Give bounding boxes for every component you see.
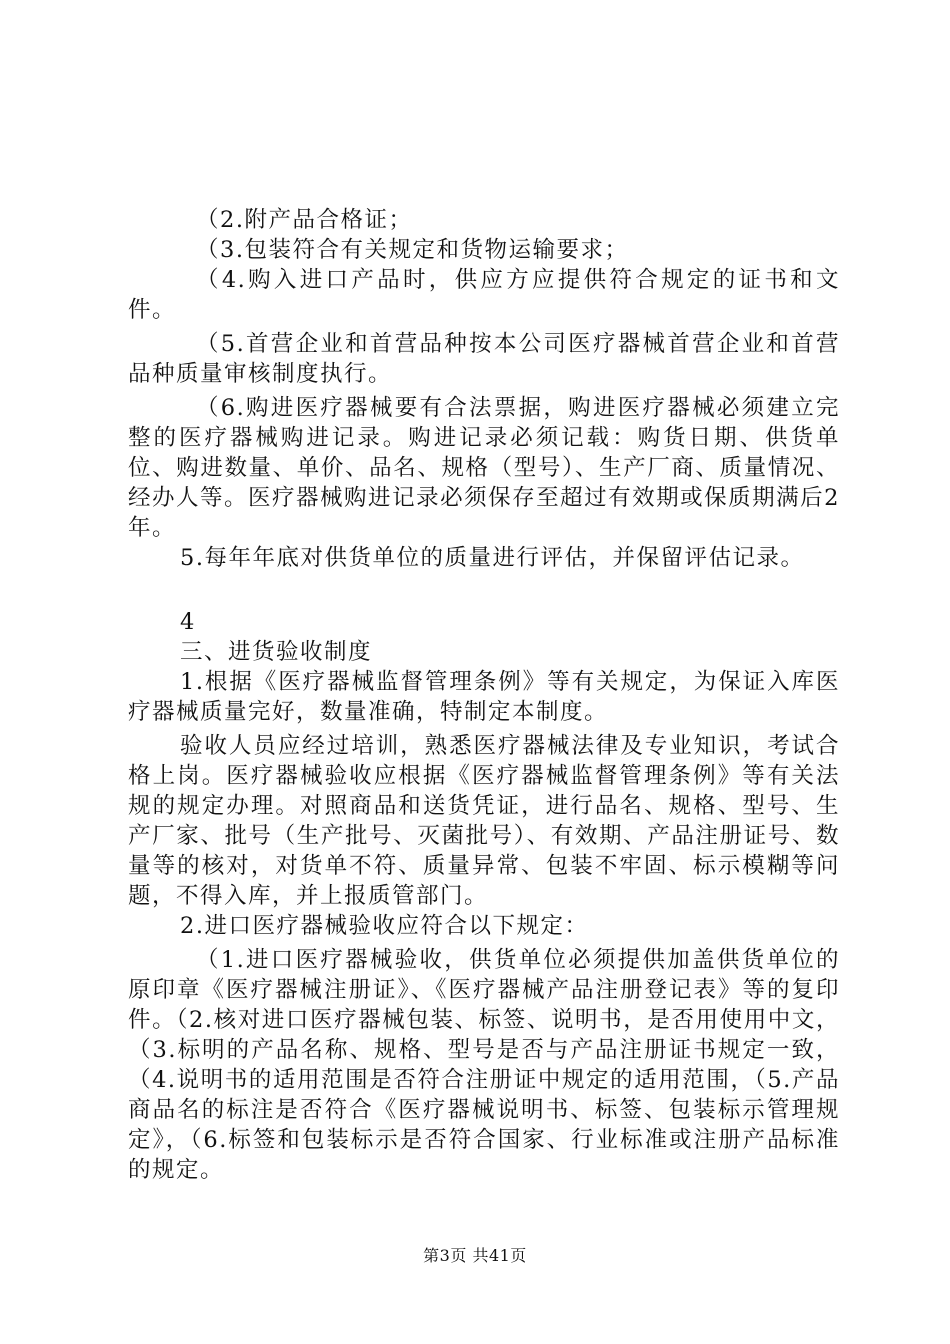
paragraph-packaging: （3.包装符合有关规定和货物运输要求；: [196, 237, 629, 263]
paragraph-first-business: （5.首营企业和首营品种按本公司医疗器械首营企业和首营品种质量审核制度执行。: [128, 331, 840, 387]
paragraph-import-rules-heading: 2.进口医疗器械验收应符合以下规定：: [180, 913, 589, 939]
page-footer: 第3页 共41页: [423, 1246, 527, 1265]
paragraph-regulation-basis: 1.根据《医疗器械监督管理条例》等有关规定，为保证入库医疗器械质量完好，数量准确，特制定本制度。: [128, 669, 840, 725]
paragraph-purchase-records: （6.购进医疗器械要有合法票据，购进医疗器械必须建立完整的医疗器械购进记录。购进记录必须记载：购货日期、供货单位、购进数量、单价、品名、规格（型号）、生产厂商、质量情况、经办人等。医疗器械购进记录必须保存至超过有效期或保质期满后2年。: [128, 395, 840, 541]
paragraph-imported-products: （4.购入进口产品时，供应方应提供符合规定的证书和文件。: [128, 267, 840, 323]
document-body: [128, 205, 840, 1185]
paragraph-certificate: （2.附产品合格证；: [196, 207, 413, 233]
paragraph-annual-evaluation: 5.每年年底对供货单位的质量进行评估，并保留评估记录。: [180, 545, 805, 571]
paragraph-import-rules: （1.进口医疗器械验收，供货单位必须提供加盖供货单位的原印章《医疗器械注册证》、《医疗器械产品注册登记表》等的复印件。（2.核对进口医疗器械包装、标签、说明书，是否用使用中文，（3.标明的产品名称、规格、型号是否与产品注册证书规定一致，（4.说明书的适用范围是否符合注册证中规定的适用范围，（5.产品商品名的标注是否符合《医疗器械说明书、标签、包装标示管理规定》，（6.标签和包装标示是否符合国家、行业标准或注册产品标准的规定。: [128, 947, 840, 1183]
section-heading: 三、进货验收制度: [180, 639, 373, 665]
paragraph-number: 4: [180, 609, 196, 635]
paragraph-inspector-requirements: 验收人员应经过培训，熟悉医疗器械法律及专业知识，考试合格上岗。医疗器械验收应根据《医疗器械监督管理条例》等有关法规的规定办理。对照商品和送货凭证，进行品名、规格、型号、生产厂家、批号（生产批号、灭菌批号）、有效期、产品注册证号、数量等的核对，对货单不符、质量异常、包装不牢固、标示模糊等问题，不得入库，并上报质管部门。: [128, 733, 840, 909]
